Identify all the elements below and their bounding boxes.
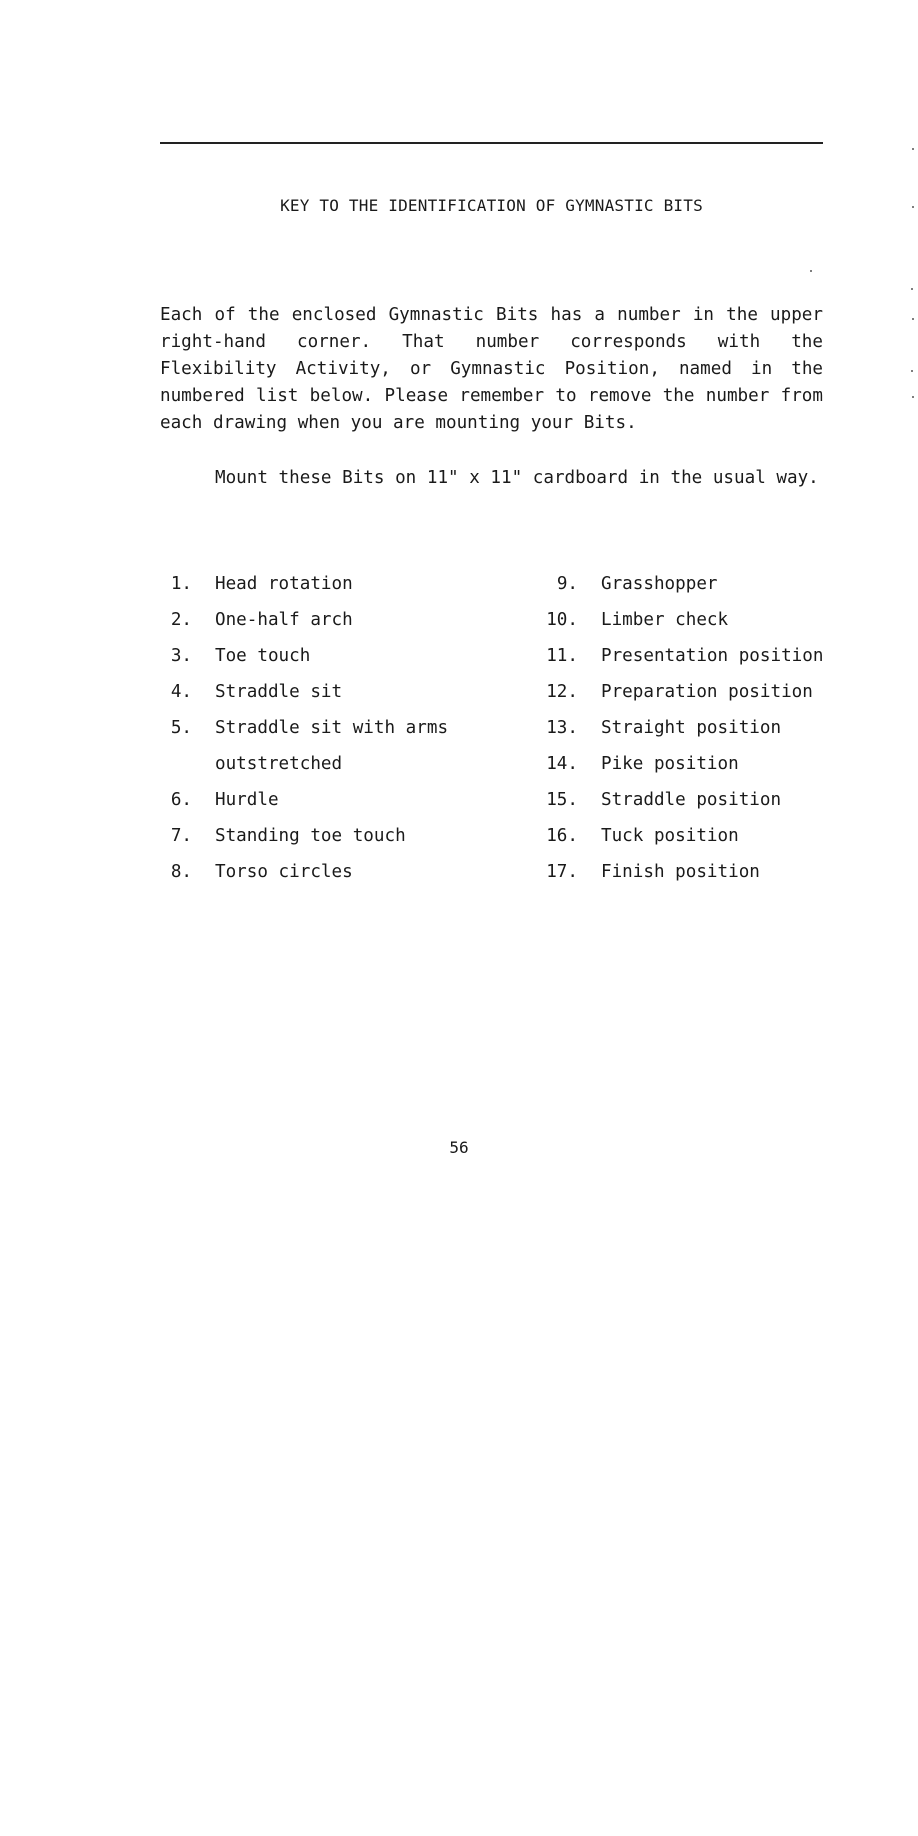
- list-item-label: One-half arch: [215, 610, 353, 630]
- list-item: [160, 862, 490, 898]
- list-item-number: 6.: [170, 790, 192, 810]
- list-item-number: 2.: [170, 610, 192, 630]
- list-item-label: Presentation position: [601, 646, 824, 666]
- list-item-label: Grasshopper: [601, 574, 718, 594]
- intro-paragraph: Each of the enclosed Gymnastic Bits has a number in the upper right-hand corner. That number corresponds with the Flexibility Activity, or Gymnastic Position, named in the numbered list below. Please remember to remove the number from each drawing when you are mounting your Bits.: [160, 305, 823, 433]
- list-item-number: 8.: [170, 862, 192, 882]
- list-item: [530, 682, 915, 718]
- page-title: KEY TO THE IDENTIFICATION OF GYMNASTIC BITS: [280, 196, 703, 215]
- list-item-label: Pike position: [601, 754, 739, 774]
- list-item-number: 7.: [170, 826, 192, 846]
- list-item-label: Tuck position: [601, 826, 739, 846]
- list-item-number: 5.: [170, 718, 192, 738]
- list-item-label: Straddle sit with arms: [215, 718, 449, 738]
- list-item-number: 9.: [556, 574, 578, 594]
- list-item: [530, 754, 915, 790]
- list-item-label: Standing toe touch: [215, 826, 406, 846]
- list-item-number: 11.: [546, 646, 578, 666]
- list-item: [530, 826, 915, 862]
- list-item-label: Straddle position: [601, 790, 782, 810]
- scan-speck: [912, 148, 914, 150]
- scan-speck: [912, 206, 914, 208]
- list-item: [160, 610, 490, 646]
- list-item-number: 12.: [546, 682, 578, 702]
- list-item: [530, 790, 915, 826]
- list-item: [160, 646, 490, 682]
- list-item-label: Straight position: [601, 718, 782, 738]
- scan-speck: [911, 288, 913, 290]
- scan-speck: [911, 370, 913, 372]
- list-item-label: Head rotation: [215, 574, 353, 594]
- list-item-label: Preparation position: [601, 682, 813, 702]
- scan-speck: [810, 270, 812, 272]
- page-number: 56: [449, 1138, 469, 1157]
- list-item: [160, 790, 490, 826]
- list-item-continuation: [160, 754, 490, 790]
- list-item-label: Toe touch: [215, 646, 311, 666]
- list-item: [160, 574, 490, 610]
- list-item-number: 16.: [546, 826, 578, 846]
- key-list-right: [530, 574, 915, 898]
- list-item-number: 17.: [546, 862, 578, 882]
- list-item: [160, 826, 490, 862]
- list-item-label: Finish position: [601, 862, 760, 882]
- list-item-number: 14.: [546, 754, 578, 774]
- scan-speck: [912, 396, 914, 398]
- list-item: [530, 574, 915, 610]
- mounting-paragraph: Mount these Bits on 11" x 11" cardboard in the usual way.: [215, 468, 819, 488]
- list-item: [530, 718, 915, 754]
- list-item: [160, 682, 490, 718]
- list-item-number: 15.: [546, 790, 578, 810]
- key-list-left: [160, 574, 490, 898]
- list-item-label: Torso circles: [215, 862, 353, 882]
- list-item: [530, 610, 915, 646]
- list-item-label: Limber check: [601, 610, 729, 630]
- list-item-number: 13.: [546, 718, 578, 738]
- list-item: [530, 862, 915, 898]
- list-item-label: Hurdle: [215, 790, 279, 810]
- list-item-number: 10.: [546, 610, 578, 630]
- list-item: [530, 646, 915, 682]
- list-item-number: 1.: [170, 574, 192, 594]
- list-item-label: Straddle sit: [215, 682, 343, 702]
- list-item-label: outstretched: [215, 754, 343, 774]
- list-item-number: 4.: [170, 682, 192, 702]
- list-item: [160, 718, 490, 754]
- top-rule: [160, 142, 823, 144]
- scan-speck: [912, 318, 914, 320]
- list-item-number: 3.: [170, 646, 192, 666]
